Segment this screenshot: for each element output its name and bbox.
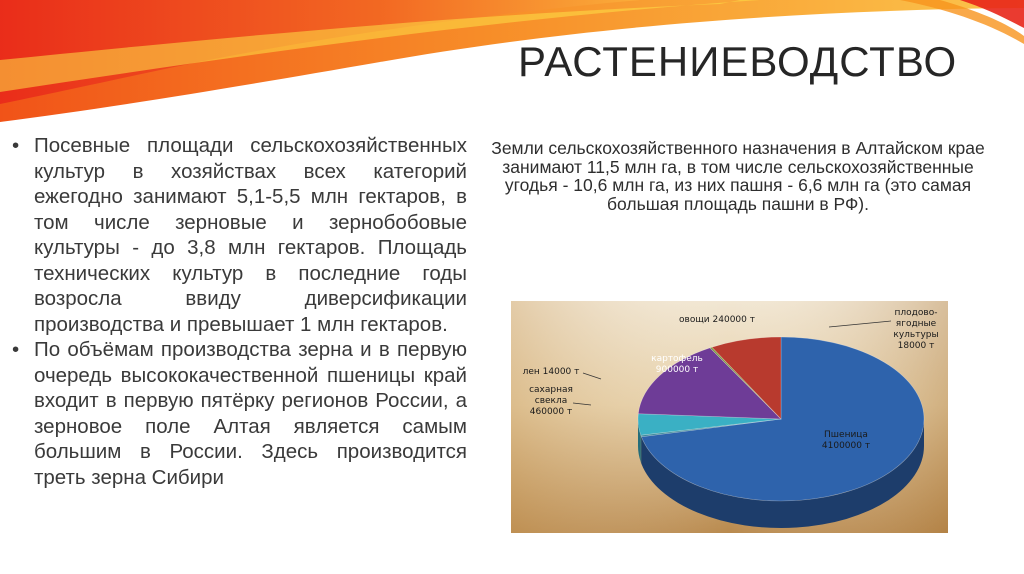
bullet-list xyxy=(12,133,467,490)
pie-chart xyxy=(511,301,948,533)
slice-label-1: плодово-ягодные культуры 18000 т xyxy=(893,308,939,351)
bullet-item: • Посевные площади сельскохозяйственных культур в хозяйствах всех категорий ежегодно занимают 5,1-5,5 млн гектаров, в том числе зерновые и зернобобовые культуры - до 3,8 млн гектаров. Площадь технических культур в последние годы возросла ввиду диверсификации производства и превышает 1 млн гектаров. xyxy=(12,133,467,337)
slice-label-4: лен 14000 т xyxy=(522,367,580,377)
info-paragraph: Земли сельскохозяйственного назначения в Алтайском крае занимают 11,5 млн га, в том числе сельскохозяйственные угодья - 10,6 млн га, из них пашня - 6,6 млн га (это самая большая площадь пашни в РФ). xyxy=(491,138,985,214)
slice-label-5: сахарная свекла 460000 т xyxy=(529,385,573,417)
pie-chart-svg xyxy=(511,301,948,533)
slice-label-0: Пшеница 4100000 т xyxy=(821,430,871,451)
slice-label-2: овощи 240000 т xyxy=(679,315,755,325)
bullet-item: • По объёмам производства зерна и в первую очередь высококачественной пшеницы край входит в первую пятёрку регионов России, а зерновое поле Алтая является самым большим в России. Здесь производится треть зерна Сибири xyxy=(12,337,467,490)
pie-side-1 xyxy=(641,435,642,464)
page-title: РАСТЕНИЕВОДСТВО xyxy=(518,38,958,85)
slice-label-3: картофель 900000 т xyxy=(651,354,703,375)
